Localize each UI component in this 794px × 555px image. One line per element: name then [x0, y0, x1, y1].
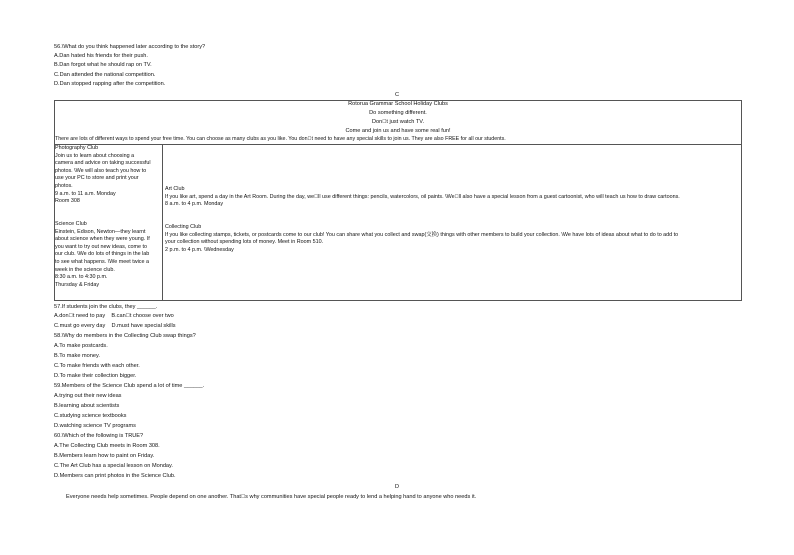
- q59-option-d: D.watching science TV programs: [54, 423, 136, 429]
- q60-option-b: B.Members learn how to paint on Friday.: [54, 453, 155, 459]
- q60-option-c: C.The Art Club has a special lesson on Monday.: [54, 463, 173, 469]
- collecting-club-cell: Collecting Club If you like collecting stamps, tickets, or postcards come to our club! You can share what you collect and swap(交换) things with other members to build your collection. \We have lots of ideas about what to do to add to your collection without spending lots of money. Meet in Room 510. 2 p.m. to 4 p.m. \Wednesday: [165, 224, 679, 253]
- q58-option-d: D.To make their collection bigger.: [54, 373, 137, 379]
- table-column-divider: [162, 144, 163, 301]
- notice-line-2: Do something different.: [369, 110, 427, 116]
- q59-option-c: C.studying science textbooks: [54, 413, 127, 419]
- notice-intro: There are lots of different ways to spend your free time. You can choose as many clubs as you like. You don t need to have any special skills to join us. They are also FREE for all our students.: [55, 136, 506, 142]
- q56-option-a: A.Dan hated his friends for their push.: [54, 53, 148, 59]
- art-club-cell: Art Club If you like art, spend a day in the Art Room. During the day, we ll use different things: pencils, watercolors, oil paints. \We ll also have a special lesson from a guest cartoonist, who will teach us how to draw cartoons. 8 a.m. to 4 p.m. Monday: [165, 186, 680, 208]
- q60-option-a: A.The Collecting Club meets in Room 308.: [54, 443, 160, 449]
- q59-option-a: A.trying out their new ideas: [54, 393, 122, 399]
- photography-club-cell: Photography Club Join us to learn about choosing a camera and advice on taking successful photos. \We will also teach you how to use your PC to store and print your photos. 9 a.m. to 11 a.m. Monday Room 308: [55, 145, 151, 205]
- q59-option-b: B.learning about scientists: [54, 403, 120, 409]
- question-59: 59.Members of the Science Club spend a lot of time ______.: [54, 383, 205, 389]
- science-club-cell: Science Club Einstein, Edison, Newton—they learnt about science when they were young. If you want to try out new ideas, come to our club. \We do lots of things in the lab to see what happens. \We meet twice a week in the science club. 8:30 a.m. to 4:30 p.m. Thursday & Friday: [55, 221, 150, 288]
- question-56: 56.\What do you think happened later according to the story?: [54, 44, 206, 50]
- q56-option-d: D.Dan stopped rapping after the competition.: [54, 81, 166, 87]
- notice-line-3: Don t just watch TV.: [371, 119, 425, 125]
- passage-d-first-line: Everyone needs help sometimes. People depend on one another. That s why communities have special people ready to lend a helping hand to anyone who needs it.: [66, 494, 477, 500]
- section-c-label: C: [394, 92, 400, 98]
- q56-option-c: C.Dan attended the national competition.: [54, 72, 156, 78]
- q57-options-cd: C.must go every day D.must have special skills: [54, 323, 176, 329]
- question-60: 60.\Which of the following is TRUE?: [54, 433, 144, 439]
- notice-line-4: Come and join us and have some real fun!: [345, 128, 451, 134]
- q58-option-a: A.To make postcards.: [54, 343, 108, 349]
- q58-option-c: C.To make friends with each other.: [54, 363, 140, 369]
- q57-options-ab: A.don t need to pay B.can t choose over two: [54, 313, 174, 319]
- q58-option-b: B.To make money.: [54, 353, 100, 359]
- question-58: 58.\Why do members in the Collecting Club swap things?: [54, 333, 196, 339]
- q56-option-b: B.Dan forgot what he should rap on TV.: [54, 62, 152, 68]
- notice-title: Rotorua Grammar School Holiday Clubs: [348, 101, 448, 107]
- section-d-label: D: [394, 484, 400, 490]
- question-57: 57.If students join the clubs, they ______.: [54, 304, 158, 310]
- q60-option-d: D.Members can print photos in the Science Club.: [54, 473, 176, 479]
